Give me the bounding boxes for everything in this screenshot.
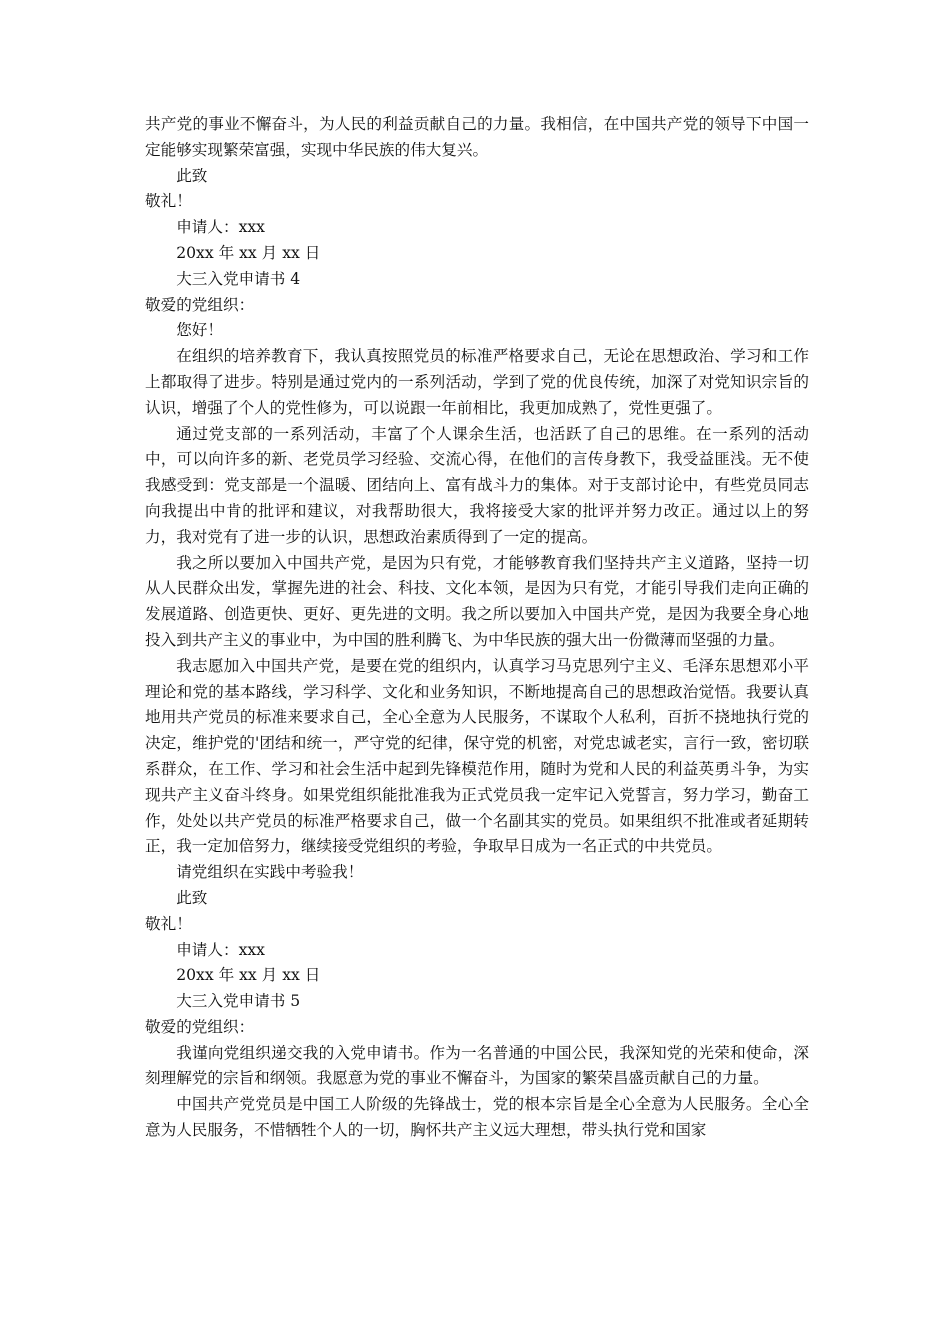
date-line: 20xx 年 xx 月 xx 日 [176, 243, 321, 262]
section-title: 大三入党申请书 4 [176, 269, 301, 288]
applicant-line: 申请人：xxx [176, 940, 265, 959]
paragraph: 您好！ [176, 321, 223, 340]
closing-line: 此致 [176, 888, 208, 907]
paragraph: 通过党支部的一系列活动，丰富了个人课余生活，也活跃了自己的思维。在一系列的活动中，可以向许多的新、老党员学习经验、交流心得，在他们的言传身教下，我受益匪浅。无不使我感受到：党支部是一个温暖、团结向上、富有战斗力的集体。对于支部讨论中，有些党员同志向我提出中肯的批评和建议，对我帮助很大，我将接受大家的批评并努力改正。通过以上的努力，我对党有了进一步的认识，思想政治素质得到了一定的提高。 [145, 424, 809, 546]
paragraph: 请党组织在实践中考验我！ [176, 863, 364, 882]
closing-line: 此致 [176, 166, 208, 185]
date-line: 20xx 年 xx 月 xx 日 [176, 966, 321, 985]
paragraph: 共产党的事业不懈奋斗，为人民的利益贡献自己的力量。我相信，在中国共产党的领导下中国一定能够实现繁荣富强，实现中华民族的伟大复兴。 [145, 115, 809, 159]
greeting-line: 敬爱的党组织： [145, 295, 255, 314]
section-title: 大三入党申请书 5 [176, 992, 301, 1011]
paragraph: 中国共产党党员是中国工人阶级的先锋战士，党的根本宗旨是全心全意为人民服务。全心全意为人民服务，不惜牺牲个人的一切，胸怀共产主义远大理想，带头执行党和国家 [145, 1095, 809, 1140]
greeting-line: 敬爱的党组织： [145, 1017, 255, 1036]
document-page [145, 112, 809, 1144]
salute-line: 敬礼！ [145, 192, 192, 211]
paragraph: 我志愿加入中国共产党，是要在党的组织内，认真学习马克思列宁主义、毛泽东思想邓小平理论和党的基本路线，学习科学、文化和业务知识，不断地提高自己的思想政治觉悟。我要认真地用共产党员的标准来要求自己，全心全意为人民服务，不谋取个人私利，百折不挠地执行党的决定，维护党的'团结和统一，严守党的纪律，保守党的机密，对党忠诚老实，言行一致，密切联系群众，在工作、学习和社会生活中起到先锋模范作用，随时为党和人民的利益英勇斗争，为实现共产主义奋斗终身。如果党组织能批准我为正式党员我一定牢记入党誓言，努力学习，勤奋工作，处处以共产党员的标准严格要求自己，做一个名副其实的党员。如果组织不批准或者延期转正，我一定加倍努力，继续接受党组织的考验，争取早日成为一名正式的中共党员。 [145, 656, 809, 856]
paragraph: 在组织的培养教育下，我认真按照党员的标准严格要求自己，无论在思想政治、学习和工作上都取得了进步。特别是通过党内的一系列活动，学到了党的优良传统，加深了对党知识宗旨的认识，增强了个人的党性修为，可以说跟一年前相比，我更加成熟了，党性更强了。 [145, 347, 809, 417]
salute-line: 敬礼！ [145, 914, 192, 933]
paragraph: 我之所以要加入中国共产党，是因为只有党，才能够教育我们坚持共产主义道路，坚持一切从人民群众出发，掌握先进的社会、科技、文化本领，是因为只有党，才能引导我们走向正确的发展道路、创造更快、更好、更先进的文明。我之所以要加入中国共产党，是因为我要全身心地投入到共产主义的事业中，为中国的胜利腾飞、为中华民族的强大出一份微薄而坚强的力量。 [145, 553, 809, 649]
applicant-line: 申请人：xxx [176, 218, 265, 237]
paragraph: 我谨向党组织递交我的入党申请书。作为一名普通的中国公民，我深知党的光荣和使命，深刻理解党的宗旨和纲领。我愿意为党的事业不懈奋斗，为国家的繁荣昌盛贡献自己的力量。 [145, 1043, 809, 1088]
